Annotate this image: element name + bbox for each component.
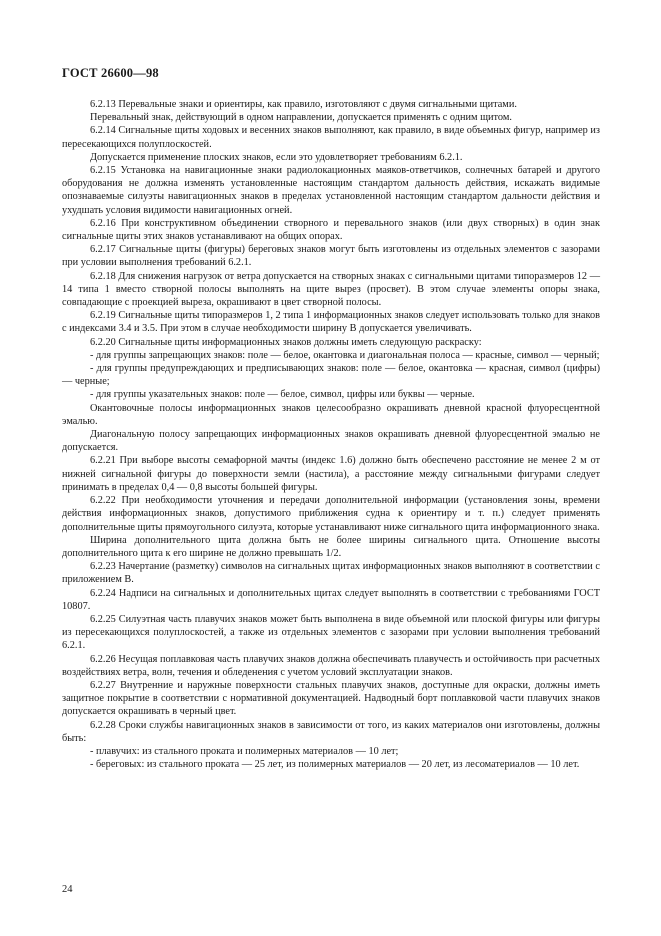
paragraph-6-2-22: 6.2.22 При необходимости уточнения и передачи дополнительной информации (установления зоны, времени действия информационных знаков, допустимого приближения судна к ориентиру и т. п.) следует применять дополнительные щиты прямоугольного силуэта, которые устанавливают ниже сигнального щита информационного знака. (62, 495, 600, 533)
paragraph: Допускается применение плоских знаков, если это удовлетворяет требованиям 6.2.1. (90, 151, 463, 163)
paragraph-6-2-20: 6.2.20 Сигнальные щиты информационных знаков должны иметь следующую раскраску: (90, 336, 482, 348)
paragraph-6-2-13: 6.2.13 Перевальные знаки и ориентиры, как правило, изготовляют с двумя сигнальными щитами. (90, 99, 517, 110)
paragraph-6-2-15: 6.2.15 Установка на навигационные знаки радиолокационных маяков-ответчиков, солнечных батарей и другого оборудования не должна изменять установленные настоящим стандартом дальность действия, искажать видимые опознаваемые силуэты навигационных знаков в пределах установленной настоящим стандартом дальности действия и ухудшать условия видимости навигационных огней. (62, 165, 600, 216)
list-item: - береговых: из стального проката — 25 лет, из полимерных материалов — 20 лет, из лесоматериалов — 10 лет. (90, 759, 580, 771)
paragraph-6-2-16: 6.2.16 При конструктивном объединении створного и перевального знаков (или двух створных) в один знак сигнальные щиты этих знаков устанавливают на общих опорах. (62, 217, 600, 243)
document-header: ГОСТ 26600—98 (62, 66, 159, 80)
list-item: - для группы указательных знаков: поле — белое, символ, цифры или буквы — черные. (90, 389, 475, 401)
paragraph-6-2-28: 6.2.28 Сроки службы навигационных знаков в зависимости от того, из каких материалов они изготовлены, должны быть: (62, 719, 600, 744)
paragraph-6-2-27: 6.2.27 Внутренние и наружные поверхности стальных плавучих знаков, доступные для окраски, должны иметь защитное покрытие в соответствии с нормативной документацией. Надводный борт поплавковой части плавучих знаков допускается окрашивать в черный цвет. (62, 679, 600, 718)
paragraph-6-2-17: 6.2.17 Сигнальные щиты (фигуры) береговых знаков могут быть изготовлены из отдельных элементов с зазорами при условии выполнения требований 6.2.1. (62, 244, 600, 269)
list-item: - для группы запрещающих знаков: поле — белое, окантовка и диагональная полоса — красные, символ — черный; (90, 349, 600, 361)
paragraph-6-2-23: 6.2.23 Начертание (разметку) символов на сигнальных щитах информационных знаков выполняют в соответствии с приложением В. (62, 561, 600, 586)
paragraph-6-2-18: 6.2.18 Для снижения нагрузок от ветра допускается на створных знаках с сигнальными щитами типоразмеров 12 — 14 типа 1 вместо створной полосы выполнять на щите вырез (просвет). В этом случае элементы опоры знака, совпадающие с проекцией выреза, окрашивают в цвет створной полосы. (62, 270, 600, 309)
paragraph-6-2-14: 6.2.14 Сигнальные щиты ходовых и весенних знаков выполняют, как правило, в виде объемных фигур, например из пересекающихся полуплоскостей. (62, 125, 600, 150)
paragraph-6-2-21: 6.2.21 При выборе высоты семафорной мачты (индекс 1.6) должно быть обеспечено расстояние не менее 2 м от нижней сигнальной фигуры до поверхности земли (настила), а расстояние между сигнальными фигурами следует принимать в пределах 0,4 — 0,8 высоты большей фигуры. (62, 455, 600, 493)
paragraph: Окантовочные полосы информационных знаков целесообразно окрашивать дневной красной флуоресцентной эмалью. (62, 402, 600, 427)
paragraph: Ширина дополнительного щита должна быть не более ширины сигнального щита. Отношение высоты дополнительного щита к его ширине не должно превышать 1/2. (62, 534, 600, 559)
list-item: - плавучих: из стального проката и полимерных материалов — 10 лет; (90, 745, 399, 757)
paragraph-6-2-25: 6.2.25 Силуэтная часть плавучих знаков может быть выполнена в виде объемной или плоской фигуры или фигуры из пересекающихся полуплоскостей, а также из отдельных элементов с зазорами при условии выполнения требований 6.2.1. (62, 613, 600, 652)
paragraph: Диагональную полосу запрещающих информационных знаков окрашивать дневной флуоресцентной эмалью не допускается. (62, 429, 600, 454)
paragraph-6-2-26: 6.2.26 Несущая поплавковая часть плавучих знаков должна обеспечивать плавучесть и остойчивость при расчетных воздействиях ветра, волн, течения и обледенения с учетом условий эксплуатации знаков. (62, 653, 600, 678)
paragraph-6-2-24: 6.2.24 Надписи на сигнальных и дополнительных щитах следует выполнять в соответствии с требованиями ГОСТ 10807. (62, 587, 600, 612)
document-body (62, 98, 600, 771)
paragraph: Перевальный знак, действующий в одном направлении, допускается применять с одним щитом. (90, 112, 512, 124)
page-number: 24 (62, 884, 73, 895)
list-item: - для группы предупреждающих и предписывающих знаков: поле — белое, окантовка — красная, символ (цифры) — черные; (62, 363, 600, 388)
paragraph-6-2-19: 6.2.19 Сигнальные щиты типоразмеров 1, 2 типа 1 информационных знаков следует использовать только для знаков с индексами 3.4 и 3.5. При этом в случае необходимости ширину B допускается увеличивать. (62, 310, 600, 335)
